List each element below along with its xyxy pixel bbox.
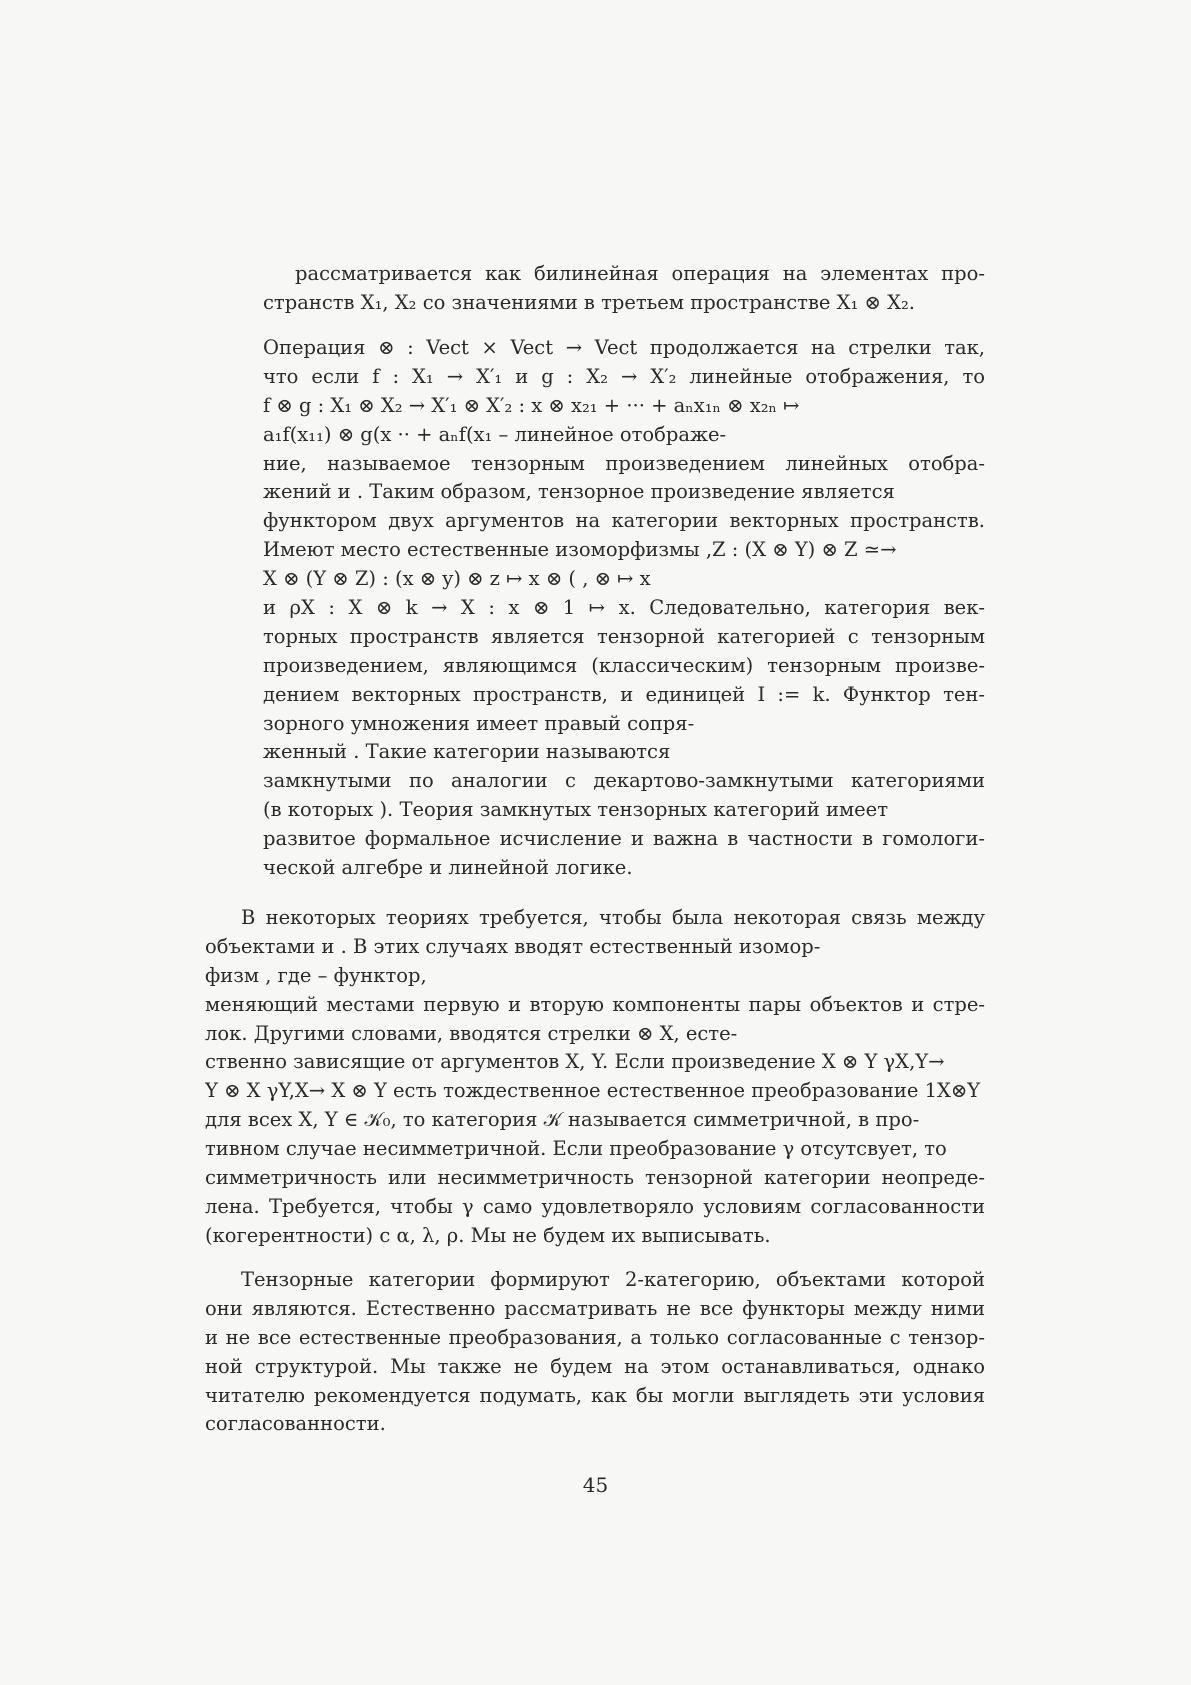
text-line: Y ⊗ X γY,X→ X ⊗ Y есть тождественное естественное преобразование 1X⊗Y [205, 1079, 981, 1103]
paragraph-bilinear-operation [263, 260, 985, 318]
text-line: замкнутыми по аналогии с декартово-замкнутыми категориями [263, 769, 985, 793]
text-line: и ρX : X ⊗ k → X : x ⊗ 1 ↦ x. Следовательно, категория век- [263, 596, 985, 620]
text-line: тивном случае несимметричной. Если преобразование γ отсутсвует, то [205, 1137, 947, 1161]
text-line: зорного умножения имеет правый сопря- [263, 711, 695, 735]
text-line: развитое формальное исчисление и важна в частности в гомологи- [263, 827, 985, 851]
text-line: Операция ⊗ : Vect × Vect → Vect продолжается на стрелки так, [263, 336, 985, 359]
text-line: читателю рекомендуется подумать, как бы могли выглядеть эти условия [205, 1383, 985, 1407]
paragraph-symmetric-categories [205, 904, 985, 1251]
text-line: лок. Другими словами, вводятся стрелки ⊗ X, есте- [205, 1021, 738, 1045]
text-line: рассматривается как билинейная операция на элементах про- [295, 262, 985, 285]
text-line: ной структурой. Мы также не будем на этом останавливаться, однако [205, 1354, 985, 1378]
text-line: X ⊗ (Y ⊗ Z) : (x ⊗ y) ⊗ z ↦ x ⊗ ( , ⊗ ↦ x [263, 567, 651, 591]
text-line: ние, называемое тензорным произведением линейных отобра- [263, 451, 985, 475]
text-line: лена. Требуется, чтобы γ само удовлетворяло условиям согласованности [205, 1194, 985, 1218]
text-line: жений и . Таким образом, тензорное произведение является [263, 480, 895, 504]
text-line: a₁f(x₁₁) ⊗ g(x ·· + aₙf(x₁ – линейное отображе- [263, 422, 727, 446]
text-line: и не все естественные преобразования, а только согласованные с тензор- [205, 1325, 985, 1349]
text-line: они являются. Естественно рассматривать не все функторы между ними [205, 1296, 985, 1320]
text-line: f ⊗ g : X₁ ⊗ X₂ → X′₁ ⊗ X′₂ : x ⊗ x₂₁ + ··· + aₙx₁ₙ ⊗ x₂ₙ ↦ [263, 393, 800, 417]
text-line: физм , где – функтор, [205, 963, 427, 987]
text-line: торных пространств является тензорной категорией с тензорным [263, 624, 985, 648]
text-line: Тензорные категории формируют 2-категорию, объектами которой [241, 1268, 985, 1291]
text-line: женный . Такие категории называются [263, 740, 671, 764]
text-line: для всех X, Y ∈ 𝒦₀, то категория 𝒦 называется симметричной, в про- [205, 1108, 920, 1132]
text-line: (когерентности) с α, λ, ρ. Мы не будем их выписывать. [205, 1223, 771, 1247]
text-line: функтором двух аргументов на категории векторных пространств. [263, 509, 985, 533]
text-line: дением векторных пространств, и единицей I := k. Функтор тен- [263, 682, 985, 706]
text-line: ственно зависящие от аргументов X, Y. Если произведение X ⊗ Y γX,Y→ [205, 1050, 945, 1074]
page-number: 45 [582, 1473, 609, 1497]
text-line: симметричность или несимметричность тензорной категории неопреде- [205, 1166, 985, 1190]
text-line: объектами и . В этих случаях вводят естественный изомор- [205, 934, 821, 958]
text-line: странств X₁, X₂ со значениями в третьем пространстве X₁ ⊗ X₂. [263, 290, 915, 314]
text-line: что если f : X₁ → X′₁ и g : X₂ → X′₂ линейные отображения, то [263, 364, 985, 388]
text-line: ческой алгебре и линейной логике. [263, 856, 633, 880]
text-line: согласованности. [205, 1412, 386, 1436]
text-line: В некоторых теориях требуется, чтобы была некоторая связь между [241, 906, 985, 929]
paragraph-two-category [205, 1266, 985, 1439]
paragraph-tensor-product-of-maps [263, 334, 985, 883]
text-line: (в которых ). Теория замкнутых тензорных категорий имеет [263, 798, 888, 822]
text-line: меняющий местами первую и вторую компоненты пары объектов и стре- [205, 992, 985, 1016]
text-line: Имеют место естественные изоморфизмы ,Z : (X ⊗ Y) ⊗ Z ≃→ [263, 538, 897, 562]
text-line: произведением, являющимся (классическим) тензорным произве- [263, 653, 985, 677]
